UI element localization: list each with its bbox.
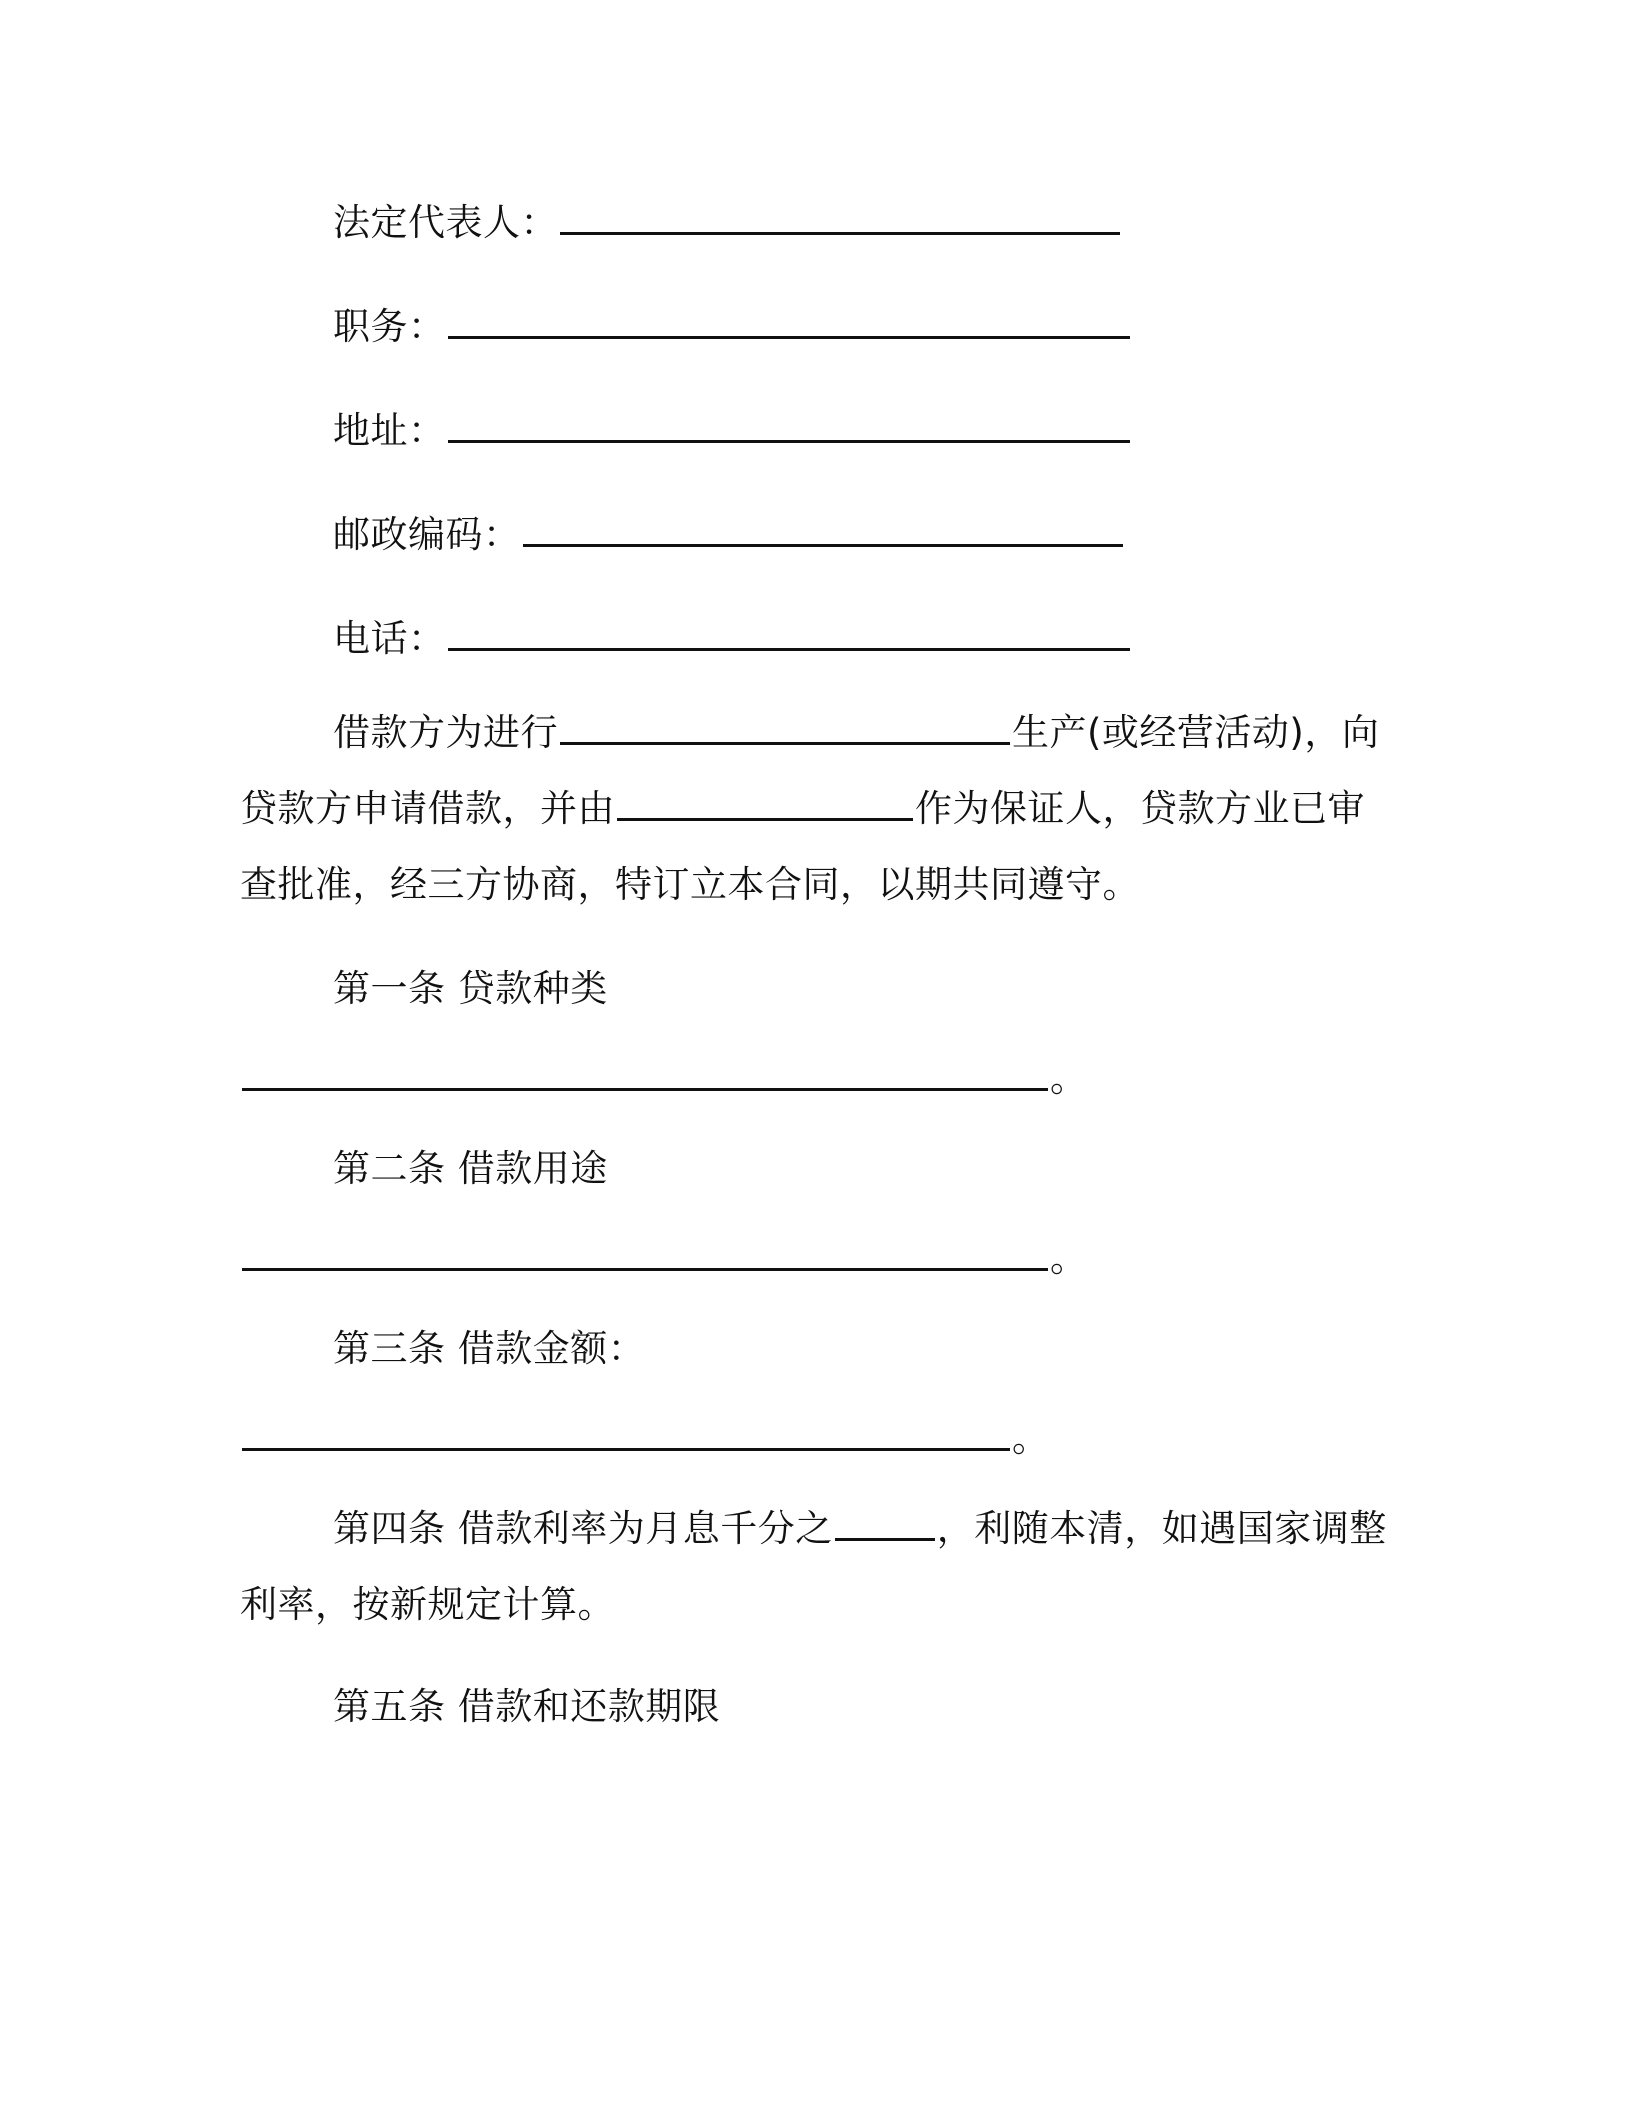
loan-type-blank[interactable] (242, 1058, 1048, 1091)
article-3-period: 。 (1012, 1417, 1050, 1460)
production-type-blank[interactable] (560, 712, 1010, 745)
article-1-title: 第一条 贷款种类 (333, 967, 608, 1010)
address-field (333, 408, 1132, 454)
article-2-period: 。 (1050, 1237, 1088, 1280)
phone-label: 电话： (333, 617, 446, 660)
guarantor-blank[interactable] (617, 788, 913, 821)
intro-line-1-suffix: 生产(或经营活动)，向 (1012, 711, 1380, 754)
legal-representative-field (333, 200, 1122, 246)
intro-line-1 (333, 710, 1379, 756)
interest-rate-blank[interactable] (835, 1508, 935, 1541)
intro-line-3: 查批准，经三方协商，特订立本合同，以期共同遵守。 (240, 863, 1140, 906)
postal-code-blank[interactable] (523, 514, 1123, 547)
article-3-fill-line (240, 1416, 1050, 1462)
address-label: 地址： (333, 409, 446, 452)
phone-field (333, 616, 1132, 662)
intro-line-2 (240, 786, 1365, 832)
article-4-suffix: ，利随本清，如遇国家调整 (936, 1507, 1387, 1550)
position-field (333, 304, 1132, 350)
article-1-period: 。 (1050, 1057, 1088, 1100)
article-1-fill-line (240, 1056, 1088, 1102)
article-2-title: 第二条 借款用途 (333, 1147, 608, 1190)
article-4-line-1 (333, 1506, 1387, 1552)
position-blank[interactable] (448, 306, 1130, 339)
intro-line-2-prefix: 贷款方申请借款，并由 (240, 787, 615, 830)
postal-code-field (333, 512, 1125, 558)
intro-line-1-prefix: 借款方为进行 (333, 711, 558, 754)
intro-line-2-suffix: 作为保证人，贷款方业已审 (915, 787, 1365, 830)
article-3-title: 第三条 借款金额： (333, 1327, 646, 1370)
position-label: 职务： (333, 305, 446, 348)
legal-representative-label: 法定代表人： (333, 201, 558, 244)
address-blank[interactable] (448, 410, 1130, 443)
article-4-prefix: 第四条 借款利率为月息千分之 (333, 1507, 833, 1550)
legal-representative-blank[interactable] (560, 202, 1120, 235)
article-4-line-2: 利率，按新规定计算。 (240, 1583, 615, 1626)
postal-code-label: 邮政编码： (333, 513, 521, 556)
loan-purpose-blank[interactable] (242, 1238, 1048, 1271)
article-5-title: 第五条 借款和还款期限 (333, 1685, 721, 1728)
article-2-fill-line (240, 1236, 1088, 1282)
loan-amount-blank[interactable] (242, 1418, 1010, 1451)
phone-blank[interactable] (448, 618, 1130, 651)
